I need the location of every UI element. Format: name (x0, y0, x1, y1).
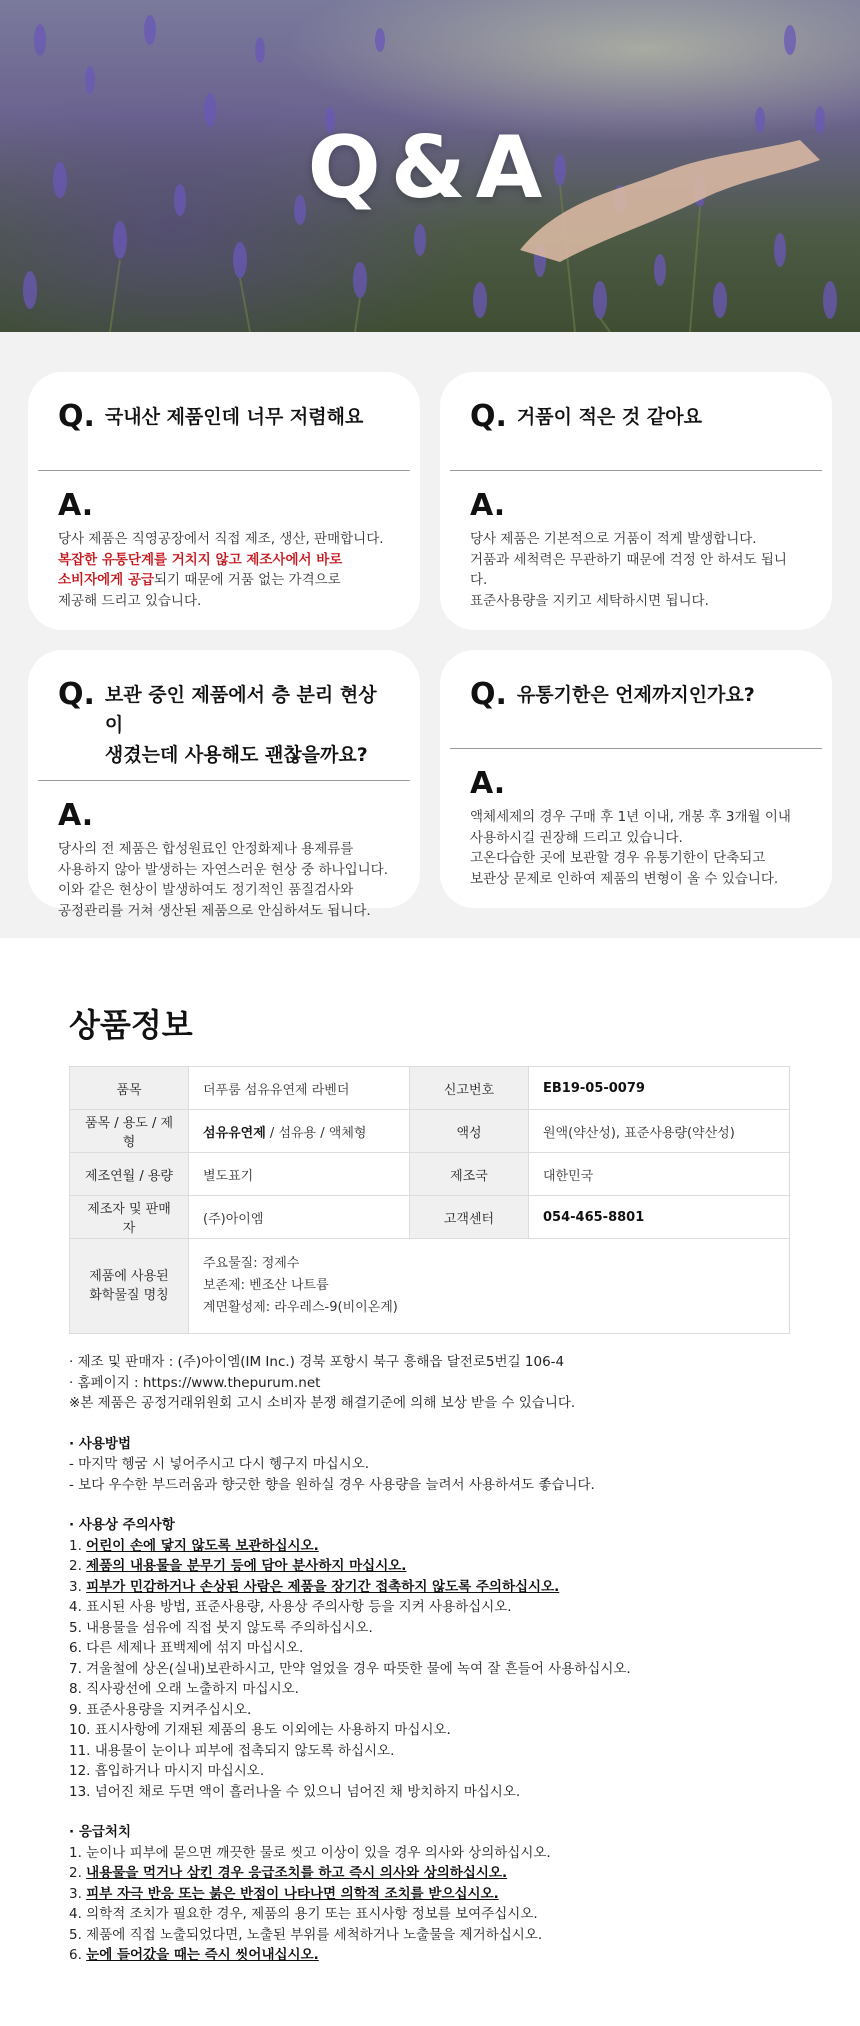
list-item (69, 1884, 791, 1905)
faq-question (440, 678, 832, 738)
divider (38, 470, 410, 471)
q-mark: Q. (58, 399, 95, 434)
list-item (69, 1556, 791, 1577)
list-text: 제품에 직접 노출되었다면, 노출된 부위를 세척하거나 노출물을 제거하십시오. (86, 1926, 543, 1943)
answer-text (28, 839, 420, 921)
list-text: 내용물이 눈이나 피부에 접촉되지 않도록 하십시오. (94, 1742, 395, 1759)
table-header-cell: 신고번호 (410, 1067, 529, 1110)
table-header-cell: 고객센터 (410, 1196, 529, 1239)
list-text: 직사광선에 오래 노출하지 마십시오. (86, 1681, 299, 1697)
table-cell: EB19-05-0079 (529, 1067, 790, 1110)
list-item (69, 1638, 791, 1659)
first-aid-title: · 응급처치 (69, 1824, 131, 1840)
list-item (69, 1679, 791, 1700)
caution-block (69, 1515, 791, 1802)
table-cell (189, 1110, 410, 1153)
list-number: 9. (69, 1701, 87, 1718)
answer-segment: 보관상 문제로 인하여 제품의 변형이 올 수 있습니다. (470, 870, 779, 887)
list-text: 표준사용량을 지켜주십시오. (86, 1701, 252, 1718)
product-info-title: 상품정보 (69, 1006, 193, 1044)
answer-segment: 당사 제품은 직영공장에서 직접 제조, 생산, 판매합니다. (58, 531, 384, 547)
list-number: 6. (69, 1640, 87, 1656)
list-number: 2. (69, 1558, 87, 1574)
list-item (69, 1577, 791, 1598)
a-mark: A. (58, 798, 94, 833)
list-text-emphasis: 피부 자극 반응 또는 붉은 반점이 나타나면 의학적 조치를 받으십시오. (86, 1885, 499, 1902)
q-mark: Q. (58, 677, 95, 712)
answer-segment: 제공해 드리고 있습니다. (58, 592, 202, 609)
answer-text (440, 807, 832, 889)
list-number: 5. (69, 1926, 87, 1943)
header-line: 화학물질 명칭 (89, 1288, 169, 1303)
list-text: 넘어진 채로 두면 액이 흘러나올 수 있으니 넘어진 채 방치하지 마십시오. (94, 1783, 521, 1800)
table-header-cell: 제조자 및 판매자 (70, 1196, 189, 1239)
table-row (70, 1067, 790, 1110)
list-item (69, 1843, 791, 1864)
header-line: 제품에 사용된 (89, 1269, 169, 1284)
table-header-cell: 품목 (70, 1067, 189, 1110)
faq-card (28, 372, 420, 630)
list-item (69, 1904, 791, 1925)
list-text: 다른 세제나 표백제에 섞지 마십시오. (86, 1640, 304, 1656)
table-header-cell: 제조연월 / 용량 (70, 1153, 189, 1196)
table-cell-bold: 섬유유연제 (203, 1125, 266, 1141)
answer-segment: 공정관리를 거쳐 생산된 제품으로 안심하셔도 됩니다. (58, 902, 371, 919)
answer-segment: 되기 때문에 거품 없는 가격으로 (154, 572, 341, 588)
list-item (69, 1925, 791, 1946)
list-number: 1. (69, 1844, 87, 1861)
faq-question (28, 678, 420, 770)
answer-segment: 사용하시길 권장해 드리고 있습니다. (470, 829, 683, 846)
table-row (70, 1110, 790, 1153)
table-cell: 054-465-8801 (529, 1196, 790, 1239)
table-row (70, 1153, 790, 1196)
answer-highlight: 소비자에게 공급 (58, 572, 154, 588)
list-number: 2. (69, 1865, 87, 1881)
table-row (70, 1196, 790, 1239)
list-item (69, 1700, 791, 1721)
caution-list (69, 1536, 791, 1803)
list-number: 4. (69, 1599, 87, 1615)
table-cell: (주)아이엠 (189, 1196, 410, 1239)
product-info-section (0, 938, 860, 1334)
answer-segment: 사용하지 않아 발생하는 자연스러운 현상 중 하나입니다. (58, 861, 388, 878)
a-mark: A. (58, 488, 94, 523)
list-item (69, 1741, 791, 1762)
list-item (69, 1720, 791, 1741)
list-text: 표시된 사용 방법, 표준사용량, 사용상 주의사항 등을 지켜 사용하십시오. (86, 1599, 512, 1615)
list-item (69, 1618, 791, 1639)
list-item (69, 1863, 791, 1884)
list-text: 눈이나 피부에 묻으면 깨끗한 물로 씻고 이상이 있을 경우 의사와 상의하십시오. (86, 1844, 551, 1861)
list-number: 3. (69, 1578, 87, 1595)
table-header-cell: 품목 / 용도 / 제형 (70, 1110, 189, 1153)
table-header-cell: 액성 (410, 1110, 529, 1153)
list-number: 7. (69, 1660, 87, 1677)
a-mark: A. (470, 766, 506, 801)
question-text: 유통기한은 언제까지인가요? (516, 684, 755, 706)
table-cell: 더푸룸 섬유유연제 라벤더 (189, 1067, 410, 1110)
list-item (69, 1659, 791, 1680)
list-number: 6. (69, 1947, 87, 1963)
q-mark: Q. (470, 677, 507, 712)
answer-segment: 이와 같은 현상이 발생하여도 정기적인 품질검사와 (58, 882, 354, 898)
list-text: 표시사항에 기재된 제품의 용도 이외에는 사용하지 마십시오. (94, 1722, 451, 1738)
table-cell: 대한민국 (529, 1153, 790, 1196)
list-number: 3. (69, 1885, 87, 1902)
company-line: ※본 제품은 공정거래위원회 고시 소비자 분쟁 해결기준에 의해 보상 받을 수 있습니다. (69, 1395, 576, 1411)
answer-text (440, 529, 832, 611)
answer-segment: 표준사용량을 지키고 세탁하시면 됩니다. (470, 592, 709, 609)
a-mark: A. (470, 488, 506, 523)
usage-title: · 사용방법 (69, 1435, 131, 1452)
product-info-table (69, 1066, 790, 1334)
question-text (105, 678, 390, 770)
list-item (69, 1536, 791, 1557)
divider (450, 748, 822, 749)
list-number: 5. (69, 1619, 87, 1636)
list-text-emphasis: 내용물을 먹거나 삼킨 경우 응급조치를 하고 즉시 의사와 상의하십시오. (86, 1865, 508, 1881)
faq-section (0, 332, 860, 938)
list-text-emphasis: 눈에 들어갔을 때는 즉시 씻어내십시오. (86, 1947, 319, 1963)
list-number: 4. (69, 1906, 87, 1922)
faq-card (440, 650, 832, 908)
table-row (70, 1239, 790, 1334)
caution-title: · 사용상 주의사항 (69, 1517, 175, 1533)
list-text-emphasis: 제품의 내용물을 분무기 등에 담아 분사하지 마십시오. (86, 1558, 407, 1574)
table-header-cell: 제조국 (410, 1153, 529, 1196)
hero-banner (0, 0, 860, 332)
hero-title: Q&A (307, 118, 553, 218)
usage-block (69, 1434, 791, 1496)
table-header-cell (70, 1239, 189, 1334)
company-info (69, 1352, 791, 1414)
notes-section (0, 1334, 860, 2026)
question-text: 국내산 제품인데 너무 저렴해요 (104, 406, 364, 428)
answer-segment: 당사 제품은 기본적으로 거품이 적게 발생합니다. (470, 531, 757, 547)
faq-card (28, 650, 420, 919)
chem-line: 계면활성제: 라우레스-9(비이온계) (203, 1300, 398, 1315)
answer-segment: 당사의 전 제품은 합성원료인 안정화제나 용제류를 (58, 841, 354, 857)
answer-segment: 액체세제의 경우 구매 후 1년 이내, 개봉 후 3개월 이내 (470, 809, 791, 825)
company-line: · 홈페이지 : https://www.thepurum.net (69, 1374, 321, 1391)
usage-line: - 보다 우수한 부드러움과 향긋한 향을 원하실 경우 사용량을 늘려서 사용하셔도 좋습니다. (69, 1476, 595, 1493)
list-number: 1. (69, 1537, 87, 1554)
company-line: · 제조 및 판매자 : (주)아이엠(IM Inc.) 경북 포항시 북구 흥해읍 달전로5번길 106-4 (69, 1354, 565, 1370)
table-cell: 별도표기 (189, 1153, 410, 1196)
faq-question (28, 400, 420, 460)
answer-segment: 거품과 세척력은 무관하기 때문에 걱정 안 하셔도 됩니다. (470, 551, 787, 588)
first-aid-list (69, 1843, 791, 1966)
list-text: 겨울철에 상온(실내)보관하시고, 만약 얼었을 경우 따뜻한 물에 녹여 잘 흔들어 사용하십시오. (86, 1660, 631, 1677)
list-text-emphasis: 피부가 민감하거나 손상된 사람은 제품을 장기간 접촉하지 않도록 주의하십시오. (86, 1578, 560, 1595)
list-item (69, 1761, 791, 1782)
list-number: 11. (69, 1742, 95, 1759)
list-number: 10. (69, 1722, 95, 1738)
list-number: 8. (69, 1681, 87, 1697)
list-item (69, 1782, 791, 1803)
list-text: 내용물을 섬유에 직접 붓지 않도록 주의하십시오. (86, 1619, 373, 1636)
list-text-emphasis: 어린이 손에 닿지 않도록 보관하십시오. (86, 1537, 319, 1554)
divider (38, 780, 410, 781)
answer-segment: 고온다습한 곳에 보관할 경우 유통기한이 단축되고 (470, 850, 766, 866)
faq-card (440, 372, 832, 630)
list-text: 흡입하거나 마시지 마십시오. (94, 1763, 265, 1779)
table-cell-rest: / 섬유용 / 액체형 (265, 1125, 367, 1141)
list-number: 12. (69, 1763, 95, 1779)
list-text: 의학적 조치가 필요한 경우, 제품의 용기 또는 표시사항 정보를 보여주십시오. (86, 1906, 538, 1922)
q-mark: Q. (470, 399, 507, 434)
answer-highlight: 복잡한 유통단계를 거치지 않고 제조사에서 바로 (58, 551, 343, 568)
question-text: 거품이 적은 것 같아요 (516, 406, 702, 428)
chem-line: 주요물질: 정제수 (203, 1256, 300, 1271)
table-cell: 원액(약산성), 표준사용량(약산성) (529, 1110, 790, 1153)
first-aid-block (69, 1822, 791, 1966)
usage-line: - 마지막 헹굼 시 넣어주시고 다시 헹구지 마십시오. (69, 1456, 370, 1472)
chem-line: 보존제: 벤조산 나트륨 (203, 1278, 329, 1293)
list-item (69, 1945, 791, 1966)
question-line: 보관 중인 제품에서 층 분리 현상이 (104, 684, 377, 736)
question-line: 생겼는데 사용해도 괜찮을까요? (104, 744, 368, 766)
list-item (69, 1597, 791, 1618)
list-number: 13. (69, 1783, 95, 1800)
answer-text (28, 529, 420, 611)
divider (450, 470, 822, 471)
faq-question (440, 400, 832, 460)
table-cell (189, 1239, 790, 1334)
